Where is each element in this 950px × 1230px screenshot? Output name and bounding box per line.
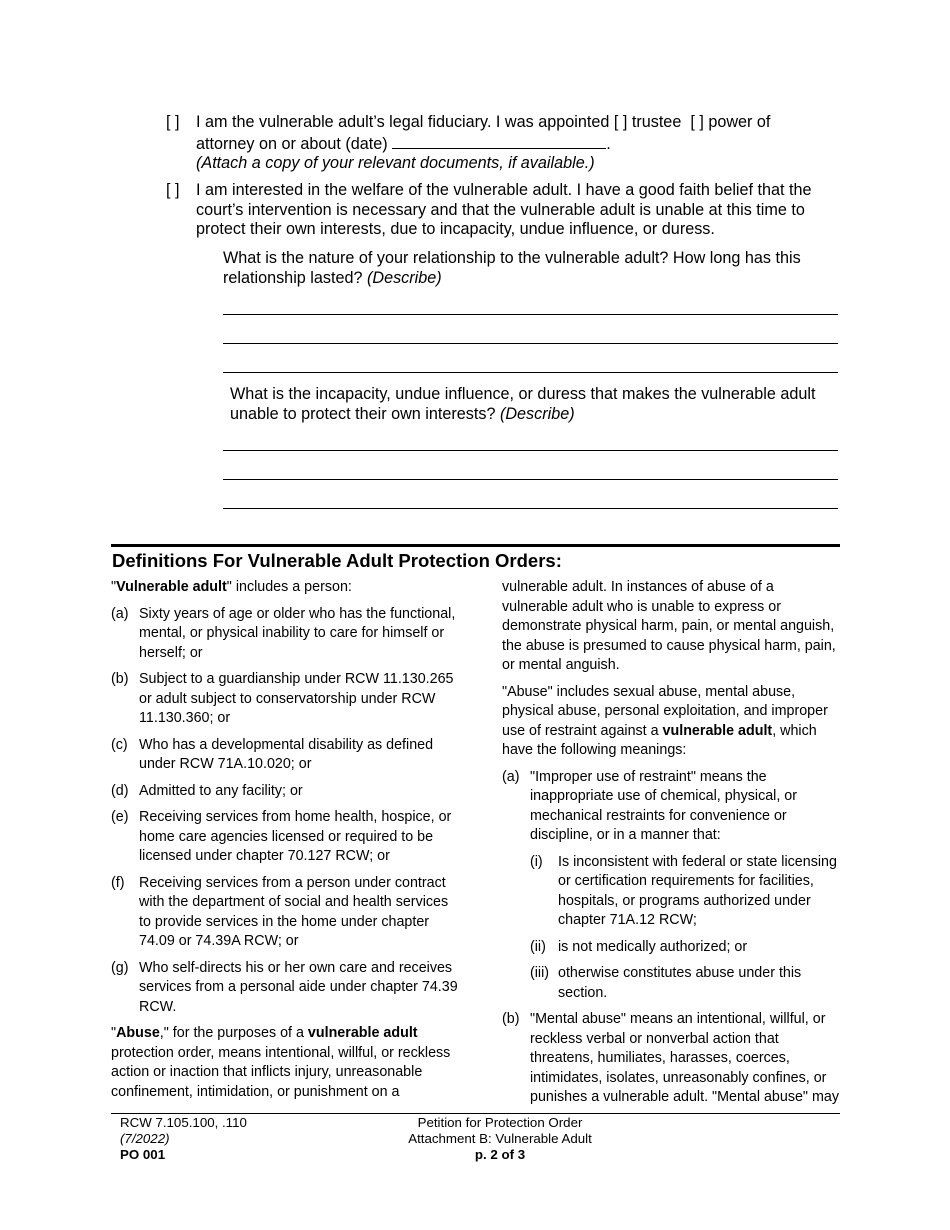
relationship-question-text: What is the nature of your relationship to the vulnerable adult? How long has this relationship lasted? bbox=[223, 249, 801, 287]
option-fiduciary bbox=[166, 113, 838, 174]
fiduciary-text: I am the vulnerable adult’s legal fiduciary. I was appointed bbox=[196, 113, 610, 131]
date-period: . bbox=[606, 134, 611, 153]
footer-subtitle: Attachment B: Vulnerable Adult bbox=[408, 1131, 592, 1146]
restraint-sub-item: (iii) otherwise constitutes abuse under this section. bbox=[530, 965, 802, 1001]
incapacity-answer-line-3[interactable] bbox=[223, 508, 838, 509]
poa-date-label: attorney on or about (date) bbox=[196, 134, 388, 153]
abuse-includes: "Abuse" includes sexual abuse, mental abuse, physical abuse, personal exploitation, and improper use of restraint against a vulnerable adult, which have the following meanings: bbox=[502, 683, 828, 758]
restraint-sub-item: (ii) is not medically authorized; or bbox=[530, 938, 748, 955]
list-item: (b) Subject to a guardianship under RCW 11.130.265 or adult subject to conservatorship under RCW 11.130.360; or bbox=[111, 671, 454, 726]
attach-note: (Attach a copy of your relevant documents, if available.) bbox=[196, 154, 595, 172]
abuse-intro: "Abuse," for the purposes of a vulnerable adult protection order, means intentional, willful, or reckless action or inaction that inflicts injury, unreasonable confinement, intimidation, or punishment on a bbox=[111, 1025, 451, 1100]
relationship-hint: (Describe) bbox=[366, 268, 442, 287]
fiduciary-checkbox[interactable]: [ ] bbox=[166, 113, 180, 131]
list-item: (g) Who self-directs his or her own care and receives services from a personal aide under chapter 74.39 RCW. bbox=[111, 959, 458, 1015]
list-item: (c) Who has a developmental disability as defined under RCW 71A.10.020; or bbox=[111, 736, 434, 772]
list-item: (a) Sixty years of age or older who has the functional, mental, or physical inability to care for himself or herself; or bbox=[111, 605, 456, 661]
footer-date: (7/2022) bbox=[120, 1131, 170, 1146]
mental-abuse-definition: (b) "Mental abuse" means an intentional, willful, or reckless verbal or nonverbal action that threatens, humiliates, harasses, coerces, intimidates, isolates, unreasonably confines, or punishes a vulnerable adult. "Mental abuse" may bbox=[502, 1011, 839, 1105]
poa-checkbox[interactable]: [ ] bbox=[690, 113, 704, 131]
definitions-left-column bbox=[111, 578, 459, 1109]
definitions-right-column bbox=[502, 578, 840, 1115]
incapacity-hint: (Describe) bbox=[499, 404, 575, 423]
trustee-checkbox[interactable]: [ ] bbox=[613, 113, 628, 131]
abuse-term: Abuse bbox=[116, 1025, 160, 1041]
footer-form-number: PO 001 bbox=[120, 1147, 166, 1162]
footer-rule bbox=[111, 1113, 840, 1114]
interested-checkbox[interactable]: [ ] bbox=[166, 181, 180, 199]
incapacity-answer-line-1[interactable] bbox=[223, 450, 838, 451]
incapacity-question-text: What is the incapacity, undue influence, or duress that makes the vulnerable adult unable to protect their own interests? bbox=[230, 385, 816, 423]
footer-title: Petition for Protection Order bbox=[417, 1115, 583, 1130]
abuse-continued: vulnerable adult. In instances of abuse of a vulnerable adult who is unable to express or demonstrate physical harm, pain, or mental anguish, the abuse is presumed to cause physical harm, pain, or mental anguish. bbox=[502, 579, 836, 673]
list-item: (e) Receiving services from home health, hospice, or home care agencies licensed or required to be licensed under chapter 70.127 RCW; or bbox=[111, 809, 452, 864]
incapacity-answer-line-2[interactable] bbox=[223, 479, 838, 480]
footer-center bbox=[340, 1115, 660, 1163]
list-item: (f) Receiving services from a person under contract with the department of social and health services to provide services in the home under chapter 74.09 or 74.39A RCW; or bbox=[111, 874, 449, 949]
vulnerable-adult-intro: "Vulnerable adult" includes a person: bbox=[111, 579, 352, 595]
interested-text: I am interested in the welfare of the vulnerable adult. I have a good faith belief that the court’s intervention is necessary and that the vulnerable adult is unable at this time to protect their own interests, due to incapacity, undue influence, or duress. bbox=[196, 181, 812, 238]
definitions-rule bbox=[111, 544, 840, 547]
definitions-title: Definitions For Vulnerable Adult Protection Orders: bbox=[112, 550, 562, 571]
poa-label: power of bbox=[708, 113, 771, 131]
relationship-answer-line-3[interactable] bbox=[223, 372, 838, 373]
footer-rcw: RCW 7.105.100, .110 bbox=[120, 1115, 247, 1130]
footer-page-number: p. 2 of 3 bbox=[474, 1147, 526, 1162]
option-interested bbox=[166, 181, 838, 240]
vulnerable-adult-term: Vulnerable adult bbox=[116, 579, 227, 595]
trustee-label: trustee bbox=[631, 113, 682, 131]
list-item: (d) Admitted to any facility; or bbox=[111, 782, 303, 799]
restraint-definition: (a) "Improper use of restraint" means the inappropriate use of chemical, physical, or mechanical restraints for convenience or discipline, or in a manner that: bbox=[502, 768, 798, 843]
appointment-date-field[interactable] bbox=[392, 133, 606, 149]
relationship-question bbox=[223, 249, 838, 288]
relationship-answer-line-2[interactable] bbox=[223, 343, 838, 344]
footer-left bbox=[120, 1115, 247, 1163]
relationship-answer-line-1[interactable] bbox=[223, 314, 838, 315]
restraint-sub-item: (i) Is inconsistent with federal or state licensing or certification requirements for facilities, hospitals, or programs authorized under chapter 71A.12 RCW; bbox=[530, 853, 837, 928]
incapacity-question bbox=[230, 385, 830, 424]
